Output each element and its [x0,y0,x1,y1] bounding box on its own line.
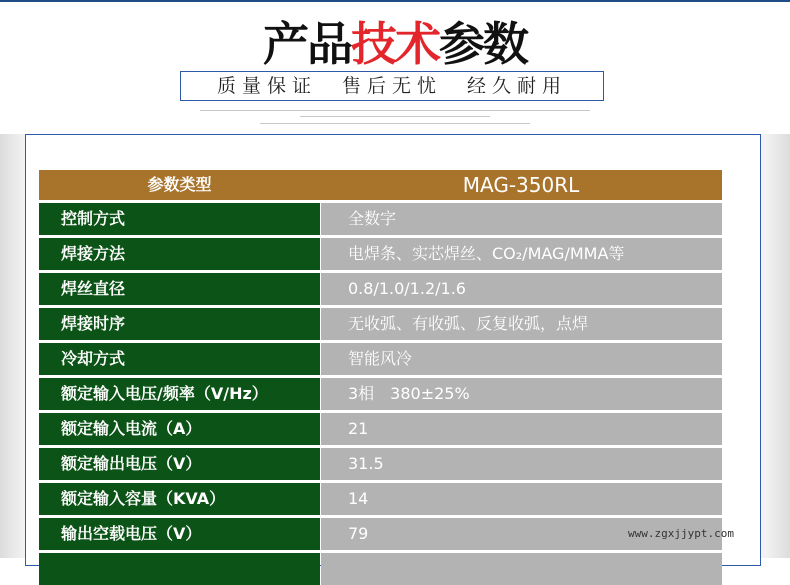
top-border [0,0,790,2]
table-row [39,448,722,480]
param-value: 31.5 [321,448,722,480]
table-header: 参数类型 MAG-350RL [39,170,722,200]
param-label: 输出空载电压（V） [39,518,320,550]
param-value: 3相 380±25% [321,378,722,410]
table-row [39,238,722,270]
table-row [39,518,722,550]
param-label: 额定输出电压（V） [39,448,320,480]
table-row [39,343,722,375]
param-value: 电焊条、实芯焊丝、CO₂/MAG/MMA等 [321,238,722,270]
watermark: www.zgxjjypt.com [628,527,734,540]
param-label: 焊接方法 [39,238,320,270]
fine-print-line [200,110,590,111]
param-value: 21 [321,413,722,445]
table-row [39,308,722,340]
fine-print-line [300,116,490,117]
param-value: 79 [321,518,722,550]
page-title: 产品技术参数 [263,17,527,71]
table-row [39,273,722,305]
subtitle-box: 质量保证 售后无忧 经久耐用 [180,71,604,101]
param-label: 焊接时序 [39,308,320,340]
param-label: 额定输入容量（KVA） [39,483,320,515]
param-label: 控制方式 [39,203,320,235]
param-label: 额定输入电流（A） [39,413,320,445]
param-label: 额定输入电压/频率（V/Hz） [39,378,320,410]
param-label: 焊丝直径 [39,273,320,305]
param-value: 14 [321,483,722,515]
table-row [39,483,722,515]
param-value: 智能风冷 [321,343,722,375]
param-value: 无收弧、有收弧、反复收弧，点焊 [321,308,722,340]
table-row [39,413,722,445]
table-row [39,203,722,235]
param-value: 全数字 [321,203,722,235]
param-value: 0.8/1.0/1.2/1.6 [321,273,722,305]
fine-print-line [260,123,530,124]
table-row [39,378,722,410]
param-label: 冷却方式 [39,343,320,375]
